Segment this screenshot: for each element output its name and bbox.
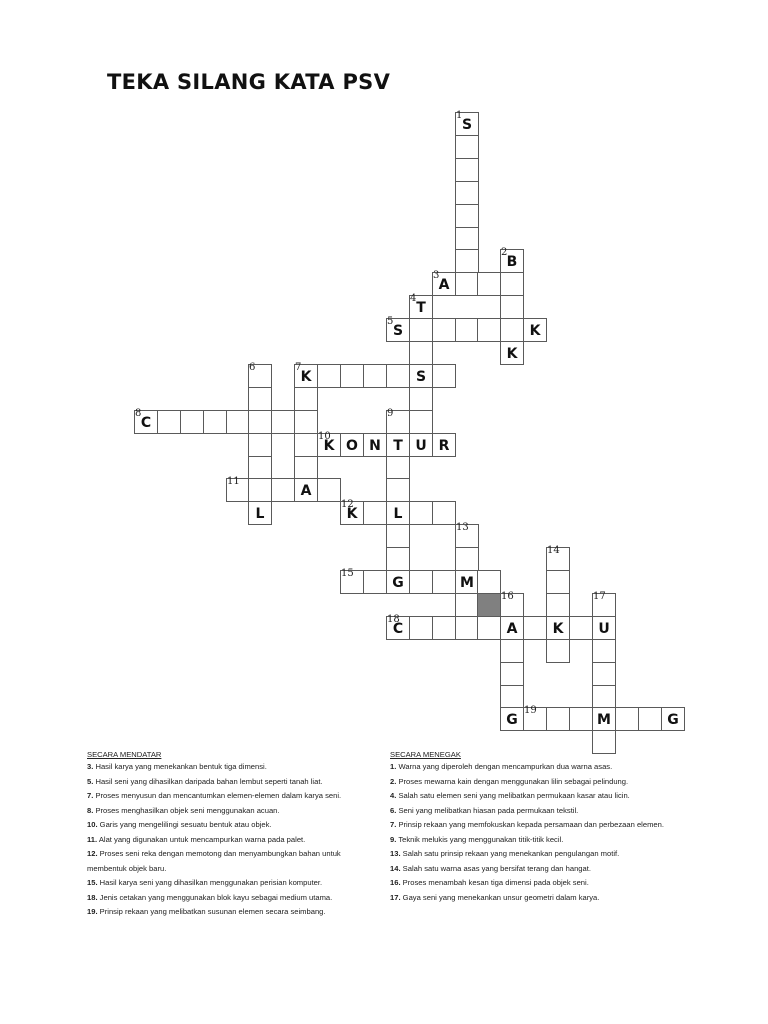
clue-item-text: Jenis cetakan yang menggunakan blok kayu sebagai medium utama. — [97, 892, 333, 902]
cell-letter: S — [461, 117, 473, 133]
cell-letter: K — [506, 346, 518, 362]
grid-cell[interactable] — [409, 295, 433, 319]
cell-letter: A — [300, 483, 312, 499]
clue-number: 4 — [410, 293, 417, 304]
grid-cell[interactable] — [432, 364, 456, 388]
clue-item — [390, 876, 675, 891]
clue-number: 14 — [547, 545, 560, 556]
grid-cell[interactable] — [546, 593, 570, 617]
grid-cell[interactable] — [157, 410, 181, 434]
grid-cell[interactable] — [386, 570, 410, 594]
clue-number: 3 — [433, 270, 440, 281]
grid-cell[interactable] — [569, 616, 593, 640]
grid-cell[interactable] — [500, 295, 524, 319]
cell-letter: C — [392, 621, 404, 637]
grid-cell[interactable] — [455, 227, 479, 251]
clue-item — [87, 876, 373, 891]
grid-cell[interactable] — [226, 410, 250, 434]
clues-down-heading: SECARA MENEGAK — [390, 750, 461, 759]
cell-letter: O — [346, 438, 358, 454]
grid-cell[interactable] — [409, 410, 433, 434]
clue-item-text: Hasil seni yang dihasilkan daripada bahan lembut seperti tanah liat. — [93, 776, 323, 786]
grid-cell[interactable] — [271, 478, 295, 502]
grid-cell[interactable] — [409, 570, 433, 594]
grid-cell[interactable] — [340, 501, 364, 525]
grid-cell[interactable] — [523, 707, 547, 731]
grid-cell[interactable] — [294, 478, 318, 502]
grid-cell[interactable] — [592, 662, 616, 686]
clues-across-heading: SECARA MENDATAR — [87, 750, 162, 759]
grid-cell[interactable] — [455, 524, 479, 548]
clue-number: 17 — [593, 591, 606, 602]
grid-cell[interactable] — [546, 707, 570, 731]
clue-number: 12 — [341, 499, 354, 510]
grid-cell[interactable] — [409, 318, 433, 342]
cell-letter: T — [393, 438, 403, 454]
clue-item-number: 14. — [390, 863, 401, 873]
clue-item-number: 11. — [87, 834, 98, 844]
grid-cell[interactable] — [226, 478, 250, 502]
clue-item-text: Hasil karya seni yang dihasilkan menggunakan perisian komputer. — [97, 878, 323, 887]
clue-number: 16 — [501, 591, 514, 602]
grid-cell[interactable] — [248, 433, 272, 457]
clue-item-number: 7. — [390, 820, 397, 829]
grid-cell[interactable] — [455, 112, 479, 136]
grid-cell[interactable] — [615, 707, 639, 731]
grid-cell[interactable] — [638, 707, 662, 731]
grid-cell[interactable] — [455, 135, 479, 159]
clue-item-number: 18. — [87, 892, 98, 902]
cell-letter: G — [506, 712, 518, 728]
grid-cell[interactable] — [409, 501, 433, 525]
clue-item — [87, 804, 373, 819]
clue-item-number: 4. — [390, 791, 397, 800]
clue-number: 9 — [387, 408, 394, 419]
clue-item-text: Teknik melukis yang menggunakan titik-titik kecil. — [396, 834, 564, 844]
clues-down-list — [390, 760, 675, 905]
grid-cell[interactable] — [409, 364, 433, 388]
cell-letter: B — [506, 254, 518, 270]
grid-cell[interactable] — [661, 707, 685, 731]
cell-letter: S — [415, 369, 427, 385]
grid-cell[interactable] — [386, 433, 410, 457]
cell-letter: M — [597, 712, 611, 728]
grid-cell[interactable] — [180, 410, 204, 434]
grid-cell[interactable] — [432, 272, 456, 296]
clue-item-number: 5. — [87, 776, 94, 786]
grid-cell[interactable] — [409, 433, 433, 457]
grid-cell[interactable] — [477, 616, 501, 640]
clue-item-number: 7. — [87, 791, 94, 800]
grid-cell[interactable] — [386, 456, 410, 480]
clue-item-number: 1. — [390, 762, 397, 771]
clue-item-text: Salah satu warna asas yang bersifat terang dan hangat. — [400, 863, 591, 873]
grid-cell[interactable] — [340, 570, 364, 594]
grid-cell[interactable] — [500, 685, 524, 709]
grid-cell[interactable] — [455, 181, 479, 205]
grid-cell[interactable] — [500, 249, 524, 273]
grid-cell[interactable] — [386, 478, 410, 502]
grid-cell[interactable] — [546, 547, 570, 571]
grid-cell[interactable] — [317, 433, 341, 457]
clue-item — [390, 804, 675, 819]
clue-number: 7 — [295, 362, 302, 373]
clue-item — [390, 891, 675, 906]
grid-cell[interactable] — [317, 364, 341, 388]
grid-cell[interactable] — [455, 158, 479, 182]
clue-item-number: 9. — [390, 834, 397, 844]
grid-cell[interactable] — [248, 501, 272, 525]
cell-letter: L — [255, 506, 265, 522]
grid-cell[interactable] — [409, 341, 433, 365]
clue-item — [390, 789, 675, 804]
cell-letter: L — [393, 506, 403, 522]
grid-cell[interactable] — [500, 593, 524, 617]
clue-item-text: Warna yang diperoleh dengan mencampurkan dua warna asas. — [396, 762, 613, 771]
clue-item-number: 10. — [87, 820, 98, 829]
clue-item — [87, 760, 373, 775]
clue-item-text: Prinsip rekaan yang melibatkan susunan elemen secara seimbang. — [97, 907, 326, 916]
cell-letter: K — [529, 323, 541, 339]
clues-across — [87, 750, 373, 920]
clue-number: 8 — [135, 408, 142, 419]
grid-cell[interactable] — [294, 410, 318, 434]
grid-cell[interactable] — [363, 570, 387, 594]
shaded-cell — [477, 593, 501, 617]
cell-letter: R — [438, 438, 450, 454]
grid-cell[interactable] — [203, 410, 227, 434]
cell-letter: G — [392, 575, 404, 591]
grid-cell[interactable] — [477, 272, 501, 296]
grid-cell[interactable] — [363, 433, 387, 457]
cell-letter: S — [392, 323, 404, 339]
grid-cell[interactable] — [500, 341, 524, 365]
grid-cell[interactable] — [455, 249, 479, 273]
clue-item-number: 13. — [390, 849, 401, 858]
grid-cell[interactable] — [386, 318, 410, 342]
cell-letter: U — [598, 621, 610, 637]
cell-letter: K — [323, 438, 335, 454]
grid-cell[interactable] — [409, 387, 433, 411]
grid-cell[interactable] — [500, 639, 524, 663]
grid-cell[interactable] — [592, 685, 616, 709]
grid-cell[interactable] — [432, 570, 456, 594]
grid-cell[interactable] — [546, 616, 570, 640]
grid-cell[interactable] — [248, 478, 272, 502]
grid-cell[interactable] — [500, 272, 524, 296]
cell-letter: A — [506, 621, 518, 637]
clue-number: 6 — [249, 362, 256, 373]
grid-cell[interactable] — [363, 501, 387, 525]
clue-item-text: Garis yang mengelilingi sesuatu bentuk atau objek. — [97, 820, 272, 829]
grid-cell[interactable] — [592, 593, 616, 617]
grid-cell[interactable] — [523, 318, 547, 342]
grid-cell[interactable] — [294, 433, 318, 457]
grid-cell[interactable] — [432, 433, 456, 457]
grid-cell[interactable] — [386, 547, 410, 571]
grid-cell[interactable] — [248, 387, 272, 411]
clue-item — [390, 818, 675, 833]
grid-cell[interactable] — [592, 707, 616, 731]
cell-letter: C — [140, 415, 152, 431]
grid-cell[interactable] — [477, 318, 501, 342]
grid-cell[interactable] — [569, 707, 593, 731]
grid-cell[interactable] — [455, 593, 479, 617]
grid-cell[interactable] — [592, 639, 616, 663]
clue-item-text: Seni yang melibatkan hiasan pada permukaan tekstil. — [396, 805, 579, 815]
clue-item-number: 12. — [87, 849, 98, 858]
grid-cell[interactable] — [294, 456, 318, 480]
clue-item — [87, 775, 373, 790]
grid-cell[interactable] — [409, 616, 433, 640]
clue-item-number: 8. — [87, 805, 94, 815]
grid-cell[interactable] — [340, 364, 364, 388]
grid-cell[interactable] — [477, 570, 501, 594]
cell-letter: M — [460, 575, 474, 591]
grid-cell[interactable] — [317, 478, 341, 502]
clue-item-text: Salah satu prinsip rekaan yang menekankan pengulangan motif. — [400, 849, 620, 858]
grid-cell[interactable] — [432, 501, 456, 525]
clue-item-number: 17. — [390, 892, 401, 902]
grid-cell[interactable] — [500, 318, 524, 342]
clue-item-number: 19. — [87, 907, 98, 916]
clue-item-text: Proses mewarna kain dengan menggunakan lilin sebagai pelindung. — [396, 776, 629, 786]
clue-item-text: Proses menyusun dan mencantumkan elemen-elemen dalam karya seni. — [93, 791, 342, 800]
clue-number: 19 — [524, 705, 537, 716]
clue-number: 13 — [456, 522, 469, 533]
grid-cell[interactable] — [592, 616, 616, 640]
grid-cell[interactable] — [455, 204, 479, 228]
cell-letter: K — [552, 621, 564, 637]
clue-item — [87, 847, 373, 876]
grid-cell[interactable] — [455, 318, 479, 342]
cell-letter: G — [667, 712, 679, 728]
clue-item — [390, 775, 675, 790]
grid-cell[interactable] — [523, 616, 547, 640]
grid-cell[interactable] — [340, 433, 364, 457]
grid-cell[interactable] — [271, 410, 295, 434]
clue-item — [390, 833, 675, 848]
cell-letter: K — [300, 369, 312, 385]
clue-item-number: 2. — [390, 776, 397, 786]
clue-number: 11 — [227, 476, 240, 487]
grid-cell[interactable] — [455, 616, 479, 640]
clue-number: 10 — [318, 431, 331, 442]
clue-item — [87, 891, 373, 906]
clue-item-text: Hasil karya yang menekankan bentuk tiga dimensi. — [93, 762, 267, 771]
grid-cell[interactable] — [386, 410, 410, 434]
grid-cell[interactable] — [386, 616, 410, 640]
grid-cell[interactable] — [386, 364, 410, 388]
clue-number: 1 — [456, 110, 463, 121]
clue-item-text: Proses menghasilkan objek seni menggunakan acuan. — [93, 805, 280, 815]
clue-item-text: Alat yang digunakan untuk mencampurkan warna pada palet. — [97, 834, 306, 844]
grid-cell[interactable] — [294, 364, 318, 388]
clue-item-number: 16. — [390, 878, 401, 887]
grid-cell[interactable] — [248, 364, 272, 388]
grid-cell[interactable] — [386, 524, 410, 548]
clues-down — [390, 750, 675, 905]
grid-cell[interactable] — [500, 707, 524, 731]
clue-item — [87, 833, 373, 848]
clue-item — [87, 789, 373, 804]
cell-letter: N — [369, 438, 381, 454]
grid-cell[interactable] — [546, 639, 570, 663]
grid-cell[interactable] — [248, 456, 272, 480]
clue-number: 5 — [387, 316, 394, 327]
clue-item — [87, 905, 373, 920]
grid-cell[interactable] — [455, 570, 479, 594]
clue-item — [390, 760, 675, 775]
clue-number: 2 — [501, 247, 508, 258]
grid-cell[interactable] — [432, 318, 456, 342]
clue-item-text: Gaya seni yang menekankan unsur geometri dalam karya. — [400, 892, 600, 902]
grid-cell[interactable] — [546, 570, 570, 594]
clue-item-text: Proses seni reka dengan memotong dan menyambungkan bahan untuk membentuk objek baru. — [87, 849, 341, 873]
clue-number: 18 — [387, 614, 400, 625]
page-title: TEKA SILANG KATA PSV — [107, 70, 391, 94]
grid-cell[interactable] — [248, 410, 272, 434]
grid-cell[interactable] — [455, 547, 479, 571]
grid-cell[interactable] — [134, 410, 158, 434]
clue-item — [390, 862, 675, 877]
cell-letter: T — [416, 300, 426, 316]
grid-cell[interactable] — [386, 501, 410, 525]
clues-across-list — [87, 760, 373, 920]
grid-cell[interactable] — [455, 272, 479, 296]
grid-cell[interactable] — [363, 364, 387, 388]
clue-item-text: Salah satu elemen seni yang melibatkan permukaan kasar atau licin. — [396, 791, 630, 800]
clue-item-number: 3. — [87, 762, 94, 771]
cell-letter: A — [438, 277, 450, 293]
grid-cell[interactable] — [432, 616, 456, 640]
clue-item-text: Prinsip rekaan yang memfokuskan kepada persamaan dan perbezaan elemen. — [396, 820, 664, 829]
clue-number: 15 — [341, 568, 354, 579]
clue-item — [390, 847, 675, 862]
clue-item — [87, 818, 373, 833]
clue-item-text: Proses menambah kesan tiga dimensi pada objek seni. — [400, 878, 589, 887]
clue-item-number: 15. — [87, 878, 98, 887]
cell-letter: U — [415, 438, 427, 454]
clue-item-number: 6. — [390, 805, 397, 815]
grid-cell[interactable] — [500, 616, 524, 640]
grid-cell[interactable] — [500, 662, 524, 686]
grid-cell[interactable] — [294, 387, 318, 411]
cell-letter: K — [346, 506, 358, 522]
